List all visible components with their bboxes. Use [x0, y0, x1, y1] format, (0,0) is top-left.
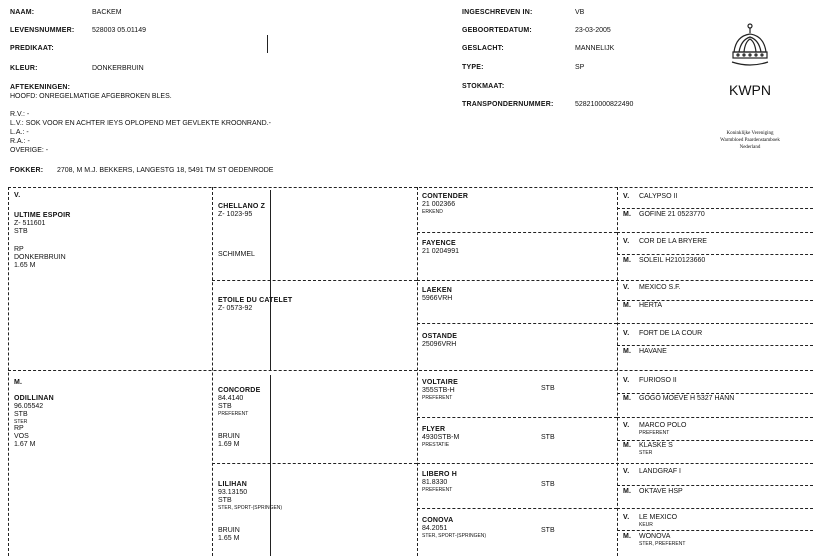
gen3-pred: PREFERENT: [422, 487, 453, 493]
gen3-pred: STER, SPORT-(SPRINGEN): [422, 533, 487, 539]
gen4-rel: V.: [623, 377, 630, 384]
gen3-name: CONTENDER: [422, 193, 469, 200]
gen4-rel: V.: [623, 422, 630, 429]
gen2-color: BRUIN: [218, 433, 240, 440]
sire-name: ULTIME ESPOIR: [14, 212, 71, 219]
gen2-bruin-2: [218, 527, 240, 543]
gen4-entry: [623, 395, 734, 403]
marking-ra: R.A.: -: [10, 138, 30, 145]
color-value: DONKERBRUIN: [92, 65, 144, 72]
gen3-name: FLYER: [422, 426, 446, 433]
gen4-entry: [623, 348, 667, 356]
gen4-rel: V.: [623, 238, 630, 245]
gen3-pred: PREFERENT: [422, 395, 453, 401]
marking-la: L.A.: -: [10, 129, 29, 136]
gen3-libero: [422, 471, 457, 493]
gen4-sub: STER, PREFERENT: [639, 541, 686, 547]
gen4-rel: M.: [623, 348, 632, 355]
gen4-entry: [623, 330, 702, 338]
gen4-name: KLASKE S: [639, 442, 673, 449]
gen4-name: GOGO MOEVE H 5327 HANN: [639, 395, 735, 402]
gen4-entry: [623, 488, 683, 496]
gen4-entry: [623, 302, 662, 310]
gen4-entry: [623, 257, 705, 265]
dam-reg: 96.05542: [14, 403, 44, 410]
sire-color: DONKERBRUIN: [14, 254, 66, 261]
gen4-rel: M.: [623, 533, 632, 540]
sex-label: GESLACHT:: [462, 45, 504, 52]
gen2-pred: STER, SPORT-(SPRINGEN): [218, 505, 283, 511]
dam-name: ODILLINAN: [14, 395, 54, 402]
gen2-height: 1.65 M: [218, 535, 240, 542]
sire-height: 1.65 M: [14, 262, 36, 269]
gen2-pred: PREFERENT: [218, 411, 249, 417]
life-number-value: 528003 05.01149: [92, 27, 146, 34]
dam-stb: STB: [14, 411, 28, 418]
markings-label: AFTEKENINGEN:: [10, 84, 71, 91]
gen4-sub: STER: [639, 450, 653, 456]
marking-lv: L.V.: SOK VOOR EN ACHTER IEYS OPLOPEND MET GEVLEKTE KROONRAND.-: [10, 120, 272, 127]
gen3-stb: STB: [541, 527, 555, 534]
breeder-label: FOKKER:: [10, 167, 44, 174]
gen2-name: ETOILE DU CATELET: [218, 297, 293, 304]
gen4-entry: [623, 238, 707, 246]
gen4-rel: V.: [623, 330, 630, 337]
gen3-name: LIBERO H: [422, 471, 458, 478]
gen2-stb: STB: [218, 403, 232, 410]
gen4-entry: [623, 468, 681, 476]
sire-cell: [14, 192, 71, 270]
gen4-rel: M.: [623, 442, 632, 449]
gen3-reg: 21 0204991: [422, 248, 459, 255]
gen3-fayence: [422, 240, 459, 256]
gen2-reg: Z- 0573-92: [218, 305, 253, 312]
kwpn-line1: Koninklijke Vereniging: [726, 131, 774, 136]
sire-rel: V.: [14, 192, 21, 199]
registered-in-label: INGESCHREVEN IN:: [462, 9, 533, 16]
gen2-chellano: [218, 203, 265, 219]
gen2-bruin-1: [218, 433, 240, 449]
name-label: NAAM:: [10, 9, 35, 16]
gen4-rel: M.: [623, 302, 632, 309]
markings-head: HOOFD: ONREGELMATIGE AFGEBROKEN BLES.: [10, 93, 172, 100]
gen2-stb: STB: [218, 497, 232, 504]
gen3-contender: [422, 193, 468, 215]
name-value: BACKEM: [92, 9, 122, 16]
kwpn-name: KWPN: [729, 82, 771, 98]
dam-p2: RP: [14, 425, 24, 432]
sire-reg: Z- 511601: [14, 220, 46, 227]
sire-pred: RP: [14, 246, 24, 253]
dam-rel: M.: [14, 379, 23, 386]
gen3-name: FAYENCE: [422, 240, 456, 247]
transponder-value: 528210000822490: [575, 101, 634, 108]
type-label: TYPE:: [462, 64, 484, 71]
gen3-stb: STB: [541, 434, 555, 441]
height-label: STOKMAAT:: [462, 83, 505, 90]
gen4-sub: PREFERENT: [639, 430, 670, 436]
transponder-label: TRANSPONDERNUMMER:: [462, 101, 554, 108]
dam-cell: [14, 379, 54, 449]
gen4-name: MARCO POLO: [639, 422, 687, 429]
gen2-color: SCHIMMEL: [218, 251, 255, 258]
marking-other: OVERIGE: -: [10, 147, 49, 154]
gen3-pred: PRESTATIE: [422, 442, 450, 448]
gen2-etoile: [218, 297, 292, 313]
gen4-sub: KEUR: [639, 522, 653, 528]
gen4-entry: [623, 377, 677, 385]
birth-date-value: 23-03-2005: [575, 27, 611, 34]
gen4-rel: V.: [623, 193, 630, 200]
gen4-name: CALYPSO II: [639, 193, 678, 200]
gen2-name: CHELLANO Z: [218, 203, 266, 210]
gen2-name: CONCORDE: [218, 387, 261, 394]
gen4-rel: M.: [623, 211, 632, 218]
gen3-reg: 21 002366: [422, 201, 456, 208]
sire-stb: STB: [14, 228, 28, 235]
gen4-entry: [623, 284, 681, 292]
gen3-name: VOLTAIRE: [422, 379, 458, 386]
gen3-laeken: [422, 287, 452, 303]
gen4-rel: M.: [623, 395, 632, 402]
gen2-color: BRUIN: [218, 527, 240, 534]
gen4-entry: [623, 211, 705, 219]
gen3-stb: STB: [541, 481, 555, 488]
color-label: KLEUR:: [10, 65, 38, 72]
gen4-name: OKTAVE HSP: [639, 488, 683, 495]
gen3-name: OSTANDE: [422, 333, 458, 340]
gen4-name: LANDGRAF I: [639, 468, 682, 475]
life-number-label: LEVENSNUMMER:: [10, 27, 75, 34]
gen2-reg: Z- 1023-95: [218, 211, 253, 218]
gen3-ostande: [422, 333, 457, 349]
gen4-name: MEXICO S.F.: [639, 284, 681, 291]
gen3-reg: 5966VRH: [422, 295, 453, 302]
gen4-entry: [623, 422, 686, 436]
birth-date-label: GEBOORTEDATUM:: [462, 27, 532, 34]
gen4-name: HAVANE: [639, 348, 667, 355]
gen2-height: 1.69 M: [218, 441, 240, 448]
kwpn-line2: Warmbloed Paardenstamboek: [720, 138, 780, 143]
gen2-reg: 84.4140: [218, 395, 244, 402]
gen2-concorde: [218, 387, 260, 417]
gen3-stb: STB: [541, 385, 555, 392]
gen4-entry: [623, 514, 677, 528]
gen4-rel: V.: [623, 514, 630, 521]
predicate-label: PREDIKAAT:: [10, 45, 54, 52]
gen4-rel: M.: [623, 257, 632, 264]
gen4-entry: [623, 533, 685, 547]
gen3-reg: 355STB-H: [422, 387, 455, 394]
gen3-name: LAEKEN: [422, 287, 452, 294]
gen4-name: FURIOSO II: [639, 377, 677, 384]
dam-color: VOS: [14, 433, 29, 440]
gen4-rel: M.: [623, 488, 632, 495]
gen2-schimmel: [218, 251, 255, 259]
gen3-reg: 4930STB-M: [422, 434, 460, 441]
gen4-name: SOLEIL H210123660: [639, 257, 706, 264]
gen2-reg: 93.13150: [218, 489, 248, 496]
marking-rv: R.V.: -: [10, 111, 30, 118]
gen2-name: LILIHAN: [218, 481, 248, 488]
gen4-rel: V.: [623, 284, 630, 291]
gen4-name: HERTA: [639, 302, 663, 309]
gen3-voltaire: [422, 379, 458, 401]
gen4-rel: V.: [623, 468, 630, 475]
gen4-entry: [623, 193, 677, 201]
gen3-flyer: [422, 426, 459, 448]
crown-icon: [728, 22, 772, 68]
gen3-name: CONOVA: [422, 517, 454, 524]
gen4-name: LE MEXICO: [639, 514, 678, 521]
breeder-value: 2708, M M.J. BEKKERS, LANGESTG 18, 5491 TM ST OEDENRODE: [57, 167, 274, 174]
gen3-reg: 25096VRH: [422, 341, 457, 348]
gen3-reg: 84.2051: [422, 525, 448, 532]
sex-value: MANNELIJK: [575, 45, 615, 52]
gen4-name: COR DE LA BRYERE: [639, 238, 707, 245]
gen3-reg: 81.8330: [422, 479, 448, 486]
gen4-entry: [623, 442, 673, 456]
kwpn-line3: Nederland: [739, 145, 761, 150]
gen3-pred: ERKEND: [422, 209, 443, 215]
type-value: SP: [575, 64, 585, 71]
gen2-lilihan: [218, 481, 282, 511]
gen3-conova: [422, 517, 486, 539]
registered-in-value: VB: [575, 9, 585, 16]
dam-height: 1.67 M: [14, 441, 36, 448]
gen4-name: WONOVA: [639, 533, 671, 540]
dam-pred: STER: [14, 419, 28, 425]
gen4-name: FORT DE LA COUR: [639, 330, 703, 337]
kwpn-logo: [700, 22, 800, 157]
gen4-name: GOFINE 21 0523770: [639, 211, 705, 218]
